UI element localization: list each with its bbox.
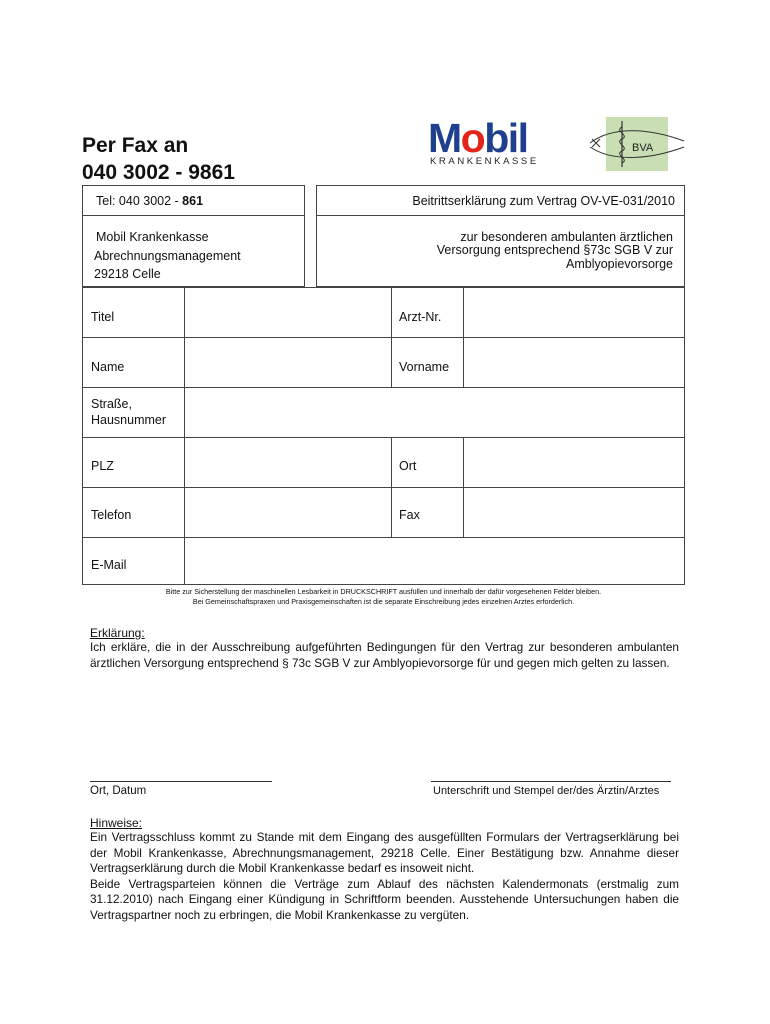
note-block-letters: Bitte zur Sicherstellung der maschinellen Lesbarkeit in DRUCKSCHRIFT ausfüllen und innerhalb der dafür vorgesehenen Felder bleiben. bbox=[165, 587, 602, 596]
recipient-city: 29218 Celle bbox=[94, 267, 161, 281]
bva-logo bbox=[586, 117, 686, 171]
recipient-name: Mobil Krankenkasse bbox=[96, 230, 209, 244]
plz-field[interactable] bbox=[185, 438, 391, 487]
hinweise-paragraph-2: Beide Vertragsparteien können die Verträge zum Ablauf des nächsten Kalendermonats (erstmalig zum 31.12.2010) nach Eingang einer Kündigung in Schriftform beenden. Ausstehende Untersuchungen haben die Vertragspartner noch zu erbringen, die Mobil Krankenkasse zu vergüten. bbox=[90, 876, 679, 922]
titel-label: Titel bbox=[91, 310, 115, 324]
telefon-field[interactable] bbox=[185, 488, 391, 537]
name-field[interactable] bbox=[185, 338, 391, 387]
place-date-line bbox=[90, 781, 272, 782]
erklaerung-title: Erklärung: bbox=[90, 626, 145, 640]
svg-text:BVA: BVA bbox=[632, 142, 654, 154]
fax-label: Fax bbox=[399, 508, 420, 522]
place-date-label: Ort, Datum bbox=[90, 785, 147, 797]
note-group-practices: Bei Gemeinschaftspraxen und Praxisgemeinschaften ist die separate Einschreibung jedes einzelnen Arztes erforderlich. bbox=[192, 597, 575, 606]
vorname-label: Vorname bbox=[399, 360, 450, 374]
ort-field[interactable] bbox=[464, 438, 684, 487]
ort-label: Ort bbox=[399, 459, 417, 473]
contract-desc-3: Amblyopievorsorge bbox=[566, 257, 673, 271]
contract-title: Beitrittserklärung zum Vertrag OV-VE-031/2010 bbox=[412, 194, 675, 208]
fax-heading-line1: Per Fax an bbox=[82, 134, 189, 157]
fax-field[interactable] bbox=[464, 488, 684, 537]
email-field[interactable] bbox=[185, 538, 684, 584]
telefon-label: Telefon bbox=[91, 508, 132, 522]
telephone-line: Tel: 040 3002 - 861 bbox=[96, 194, 204, 208]
email-label: E-Mail bbox=[91, 558, 127, 572]
fax-heading bbox=[82, 132, 235, 186]
contract-desc-2: Versorgung entsprechend §73c SGB V zur bbox=[436, 243, 673, 257]
erklaerung-text: Ich erkläre, die in der Ausschreibung aufgeführten Bedingungen für den Vertrag zur besonderen ambulanten ärztlichen Versorgung entsprechend § 73c SGB V zur Amblyopievorsorge für und gegen mich gelten zu lassen. bbox=[90, 640, 679, 670]
plz-label: PLZ bbox=[91, 459, 114, 473]
name-label: Name bbox=[91, 360, 125, 374]
mobil-krankenkasse-logo: Mobil KRANKENKASSE bbox=[428, 115, 539, 167]
signature-line bbox=[431, 781, 671, 782]
hinweise-text bbox=[90, 830, 679, 923]
vorname-field[interactable] bbox=[464, 338, 684, 387]
signature-label: Unterschrift und Stempel der/des Ärztin/Arztes bbox=[433, 785, 660, 797]
fax-number: 040 3002 - 9861 bbox=[82, 161, 235, 184]
recipient-department: Abrechnungsmanagement bbox=[94, 249, 241, 263]
arzt-nr-label: Arzt-Nr. bbox=[399, 310, 442, 324]
strasse-label-1: Straße, bbox=[91, 397, 132, 411]
hinweise-paragraph-1: Ein Vertragsschluss kommt zu Stande mit dem Eingang des ausgefüllten Formulars der Vertragserklärung bei der Mobil Krankenkasse, Abrechnungsmanagement, 29218 Celle. Einer Bestätigung bzw. Annahme dieser Vertragserklärung durch die Mobil Krankenkasse bedarf es insoweit nicht. bbox=[90, 830, 679, 875]
titel-field[interactable] bbox=[185, 288, 391, 337]
strasse-field[interactable] bbox=[185, 388, 684, 437]
strasse-label-2: Hausnummer bbox=[91, 413, 167, 427]
arzt-nr-field[interactable] bbox=[464, 288, 684, 337]
hinweise-title: Hinweise: bbox=[90, 816, 143, 830]
contract-desc-1: zur besonderen ambulanten ärztlichen bbox=[460, 230, 673, 244]
